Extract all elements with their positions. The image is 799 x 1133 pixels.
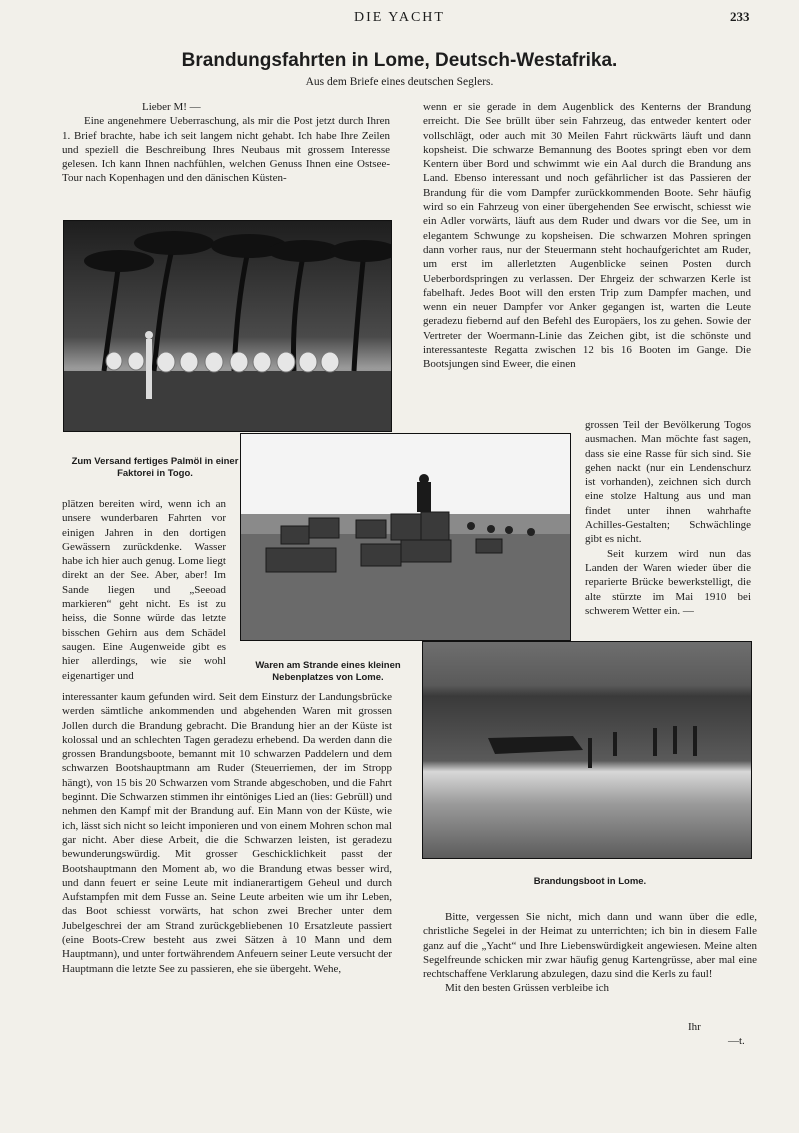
paragraph-bridge: Seit kurzem wird nun das Landen der Waren wieder über die reparierte Brücke bewerkstelligt, die alte stürzte im Mai 1910 bei schwerem Wetter ein. — [585,547,751,617]
paragraph-right-bottom [423,910,757,996]
caption-surf-boat: Brandungsboot in Lome. [533,876,647,887]
article-subtitle: Aus dem Briefe eines deutschen Seglers. [305,76,494,88]
paragraph-ewe: grossen Teil der Bevölkerung Togos ausmachen. Man möchte fast sagen, dass sie eine Rasse für sich sind. Sie gehen nackt (nur ein Lendenschurz ist vorhanden), zeichnen sich durch eine stolze Haltung aus und man findet unter ihnen wahrhafte Achilles-Gestalten; Schwächlinge gibt es nicht. [585,419,751,546]
closing-ihr: Ihr [688,1021,701,1033]
caption-palm-oil: Zum Versand fertiges Palmöl in einer Faktorei in Togo. [71,456,239,479]
page-number: 233 [730,9,750,24]
salutation: Lieber M! — [142,101,201,113]
photo-palm-oil-factory [63,220,392,432]
journal-header: DIE YACHT [354,10,445,25]
paragraph-closing-request: Bitte, vergessen Sie nicht, mich dann und wann über die edle, christliche Segelei in der Heimat zu unterrichten; ich bin in diesem Falle ganz auf die „Yacht“ und Ihre Liebenswürdigkeit angewiesen. Meine alten Segelfreunde schicken mir zwar häufig genug Kartengrüsse, aber mal eine rechtschaffene Verklarung abzulegen, dazu sind die Kerls zu faul! [423,911,757,981]
paragraph-left-bottom: interessanter kaum gefunden wird. Seit dem Einsturz der Landungsbrücke werden sämtliche ankommenden und abgehenden Waren mit grossen Jollen durch die Brandung gebracht. Die Brandung hier an der Küste ist kolossal und an schlechten Tagen geradezu erhebend. Da werden dann die grossen Brandungsboote, bemannt mit 10 schwarzen Paddelern und dem schwarzen Bootshauptmann am Ruder (Steuerriemen, der im Stropp hängt), von 15 bis 20 Schwarzen vom Strande abgeschoben, und die Fahrt beginnt. Die Schwarzen stimmen ihr eintöniges Lied an (lies: Gebrüll) und nehmen den Kampf mit der Brandung auf. Ein Mann von der Küste, wie ich, lässt sich nicht so leicht imponieren und von einem Mohren schon mal gar nicht. Aber diese Arbeit, die die Schwarzen leisten, ist geradezu bewunderungswürdig. Mit grosser Geschicklichkeit passt der Bootshauptmann den Moment ab, wo die Brandung etwas besser wird, und dann feuert er seine Leute mit indianerartigem Geheul und durch Aufstampfen mit dem Fusse an. Seine Leute arbeiten wie um ihr Leben, das Boot schiesst vorwärts, hat schon zwei Brecher unter dem Jubelgeschrei der am Strand zurückgebliebenen 10 Ersatzleute passiert (eine Boots-Crew besteht aus zwei Sätzen à 10 Mann und dem Hauptmann), und unter fortwährendem Anfeuern seiner Leute versucht der Hauptmann die letzte See zu passieren, ehe sie übergeht. Wehe, [62,691,392,975]
paragraph-right-top: wenn er sie gerade in dem Augenblick des Kenterns der Brandung erreicht. Die See brüllt über sein Fahrzeug, das entweder kentert oder vollschlägt, oder auch mit 30 Meilen Fahrt rückwärts läuft und dann kopsheist. Die schwarze Bemannung des Bootes springt eben vor dem Kentern über Bord und schwimmt wie ein Aal durch die Brandung ans Land. Ebenso interessant und noch gefährlicher ist das Passieren der Brandung für die vom Dampfer zurückkommenden Boote. Sehr häufig wird so ein Fahrzeug von einer übergehenden See erwischt, schiesst wie ein Adler vorwärts, läuft aus dem Ruder und dwars vor die See, um in elegantem Schwunge zu kopsheisen. Die schwarzen Mohren springen dann vorher raus, nur der Steuermann steht hochaufgerichtet am Ruder, um erst im allerletzten Augenblicke seinen Posten durch Ueberbordspringen zu verlassen. Der Ehrgeiz der schwarzen Kerle ist fabelhaft. Jedes Boot will den ersten Trip zum Dampfer machen, und wenn ein neuer Dampfer vor Anker gegangen ist, warten die Leute geradezu fiebernd auf den Befehl des Europäers, los zu gehen. Sowie der Vertreter der Woermann-Linie das Zeichen gibt, ist die schönste und interessanteste Regatta zwischen 12 bis 16 Booten im Gange. Die Bootsjungen sind Eweer, die einen [423,101,751,371]
closing-greeting: Mit den besten Grüssen verbleibe ich [445,982,610,995]
article-title: Brandungsfahrten in Lome, Deutsch-Westafrika. [181,50,618,71]
letter-opening [62,100,390,186]
photo-surf-boat [422,641,752,859]
paragraph-intro: Eine angenehmere Ueberraschung, als mir die Post jetzt durch Ihren 1. Brief brachte, habe ich seit langem nicht gehabt. Ich habe Ihre Zeilen und speziell die Beschreibung Ihres Neubaus mit grossem Interesse gelesen. Ich kann Ihnen nachfühlen, welchen Genuss Ihnen eine Ostsee-Tour nach Kopenhagen und den dänischen Küsten- [62,115,390,185]
paragraph-left-mid: plätzen bereiten wird, wenn ich an unsere wunderbaren Fahrten vor einigen Jahren in den dortigen Gewässern zurückdenke. Wasser habe ich hier auch genug. Lome liegt direkt an der See. Aber, aber! Im Sande liegen und „Seeoad markieren“ geht nicht. Es ist zu heiss, die Sonne würde das letzte bisschen Gehirn aus dem Schädel saugen. Eine Augenweide gibt es hier allerdings, wie sie wohl eigenartiger und [62,498,226,682]
photo-beach-goods [240,433,571,641]
paragraph-right-mid [585,418,751,618]
caption-beach-goods: Waren am Strande eines kleinen Nebenplatzes von Lome. [255,660,401,683]
signature: —t. [728,1035,745,1047]
